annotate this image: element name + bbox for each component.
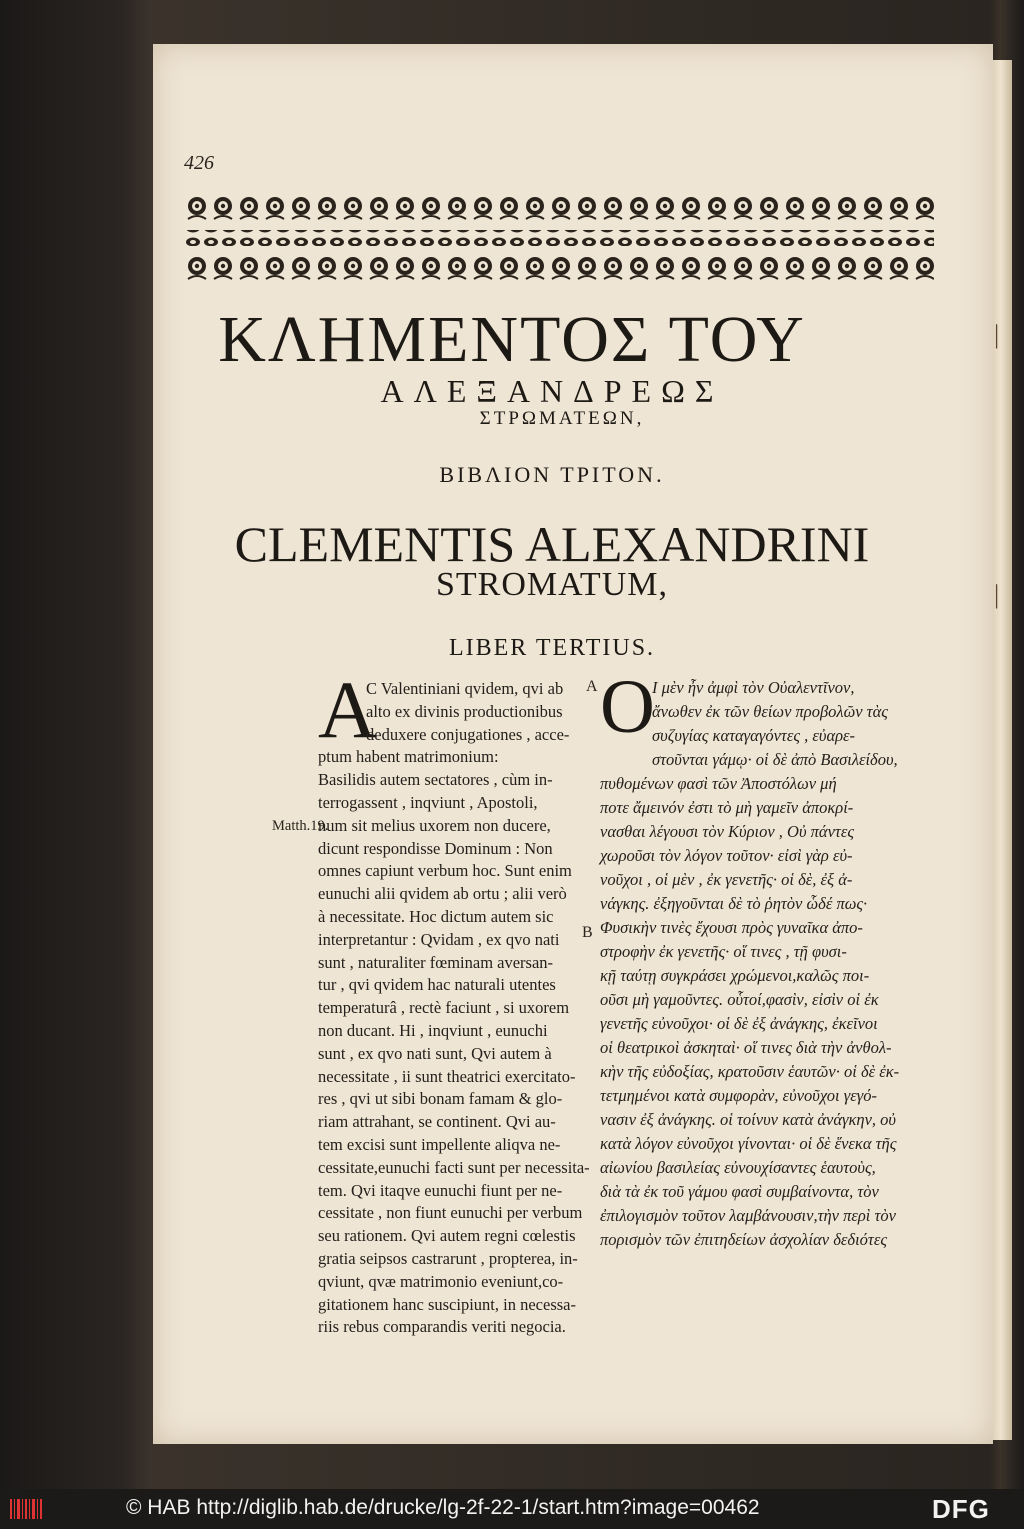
text-line: omnes capiunt verbum hoc. Sunt enim (318, 861, 572, 881)
margin-matthew-reference: Matth.19. (272, 818, 329, 834)
text-line: necessitate , ii sunt theatrici exercitato- (318, 1066, 576, 1086)
text-line: ἐπιλογισμὸν τοῦτον λαμβάνουσιν,τὴν περὶ τὸν (600, 1206, 896, 1225)
margin-letter-b: B (582, 924, 593, 941)
text-line: ἄνωθεν ἐκ τῶν θείων προβολῶν τὰς (652, 702, 888, 721)
right-drop-cap: O (600, 665, 655, 749)
text-line: dicunt respondisse Dominum : Non (318, 838, 553, 858)
text-line: riam attrahant, se continent. Qvi au- (318, 1112, 556, 1132)
text-line: συζυγίας καταγαγόντες , εὐαρε- (652, 726, 856, 745)
text-line: γενετῆς εὐνοῦχοι· οἱ δὲ ἐξ ἀνάγκης, ἐκεῖνοι (600, 1014, 878, 1033)
latin-subtitle: STROMATUM, (436, 566, 668, 603)
text-line: τετμημένοι κατὰ συμφορὰν, εὐνοῦχοι γεγό- (600, 1086, 877, 1105)
text-line: gratia seipsos castrarunt , propterea, in- (318, 1248, 578, 1268)
text-line: deduxere conjugationes , acce- (366, 724, 570, 744)
text-line: στροφὴν ἐκ γενετῆς· οἵ τινες , τῇ φυσι- (600, 942, 847, 961)
greek-subtitle: ΑΛΕΞΑΝΔΡΕΩΣ (380, 373, 724, 409)
text-line: πυθομένων φασὶ τῶν Ἀποστόλων μή (600, 774, 837, 793)
greek-title: ΚΛΗΜΕΝΤΟΣ ΤΟΥ (218, 303, 806, 376)
latin-title: CLEMENTIS ALEXANDRINI (234, 516, 870, 572)
text-line: ποτε ἄμεινόν ἐστι τὸ μὴ γαμεῖν ἀποκρί- (600, 798, 854, 817)
text-line: alto ex divinis productionibus (366, 701, 563, 721)
text-line: νασθαι λέγουσι τὸν Κύριον , Οὐ πάντες (600, 822, 855, 841)
text-line: terrogassent , inqviunt , Apostoli, (318, 792, 538, 812)
left-drop-cap: A (318, 664, 378, 755)
text-line: C Valentiniani qvidem, qvi ab (366, 679, 564, 698)
text-line: διὰ τὰ ἐκ τοῦ γάμου φασὶ συμβαίνοντα, τὸν (600, 1182, 879, 1201)
text-line: eunuchi alii qvidem ab ortu ; alii verò (318, 884, 567, 904)
text-line: tur , qvi qvidem hac naturali utentes (318, 975, 556, 995)
text-line: riis rebus comparandis veriti negocia. (318, 1317, 566, 1337)
decorative-floral-band (184, 193, 934, 290)
viewer-footer (0, 1489, 1024, 1529)
text-line: κατὰ λόγον εὐνοῦχοι γίνονται· οἱ δὲ ἕνεκα τῆς (600, 1134, 897, 1153)
dfg-logo: DFG (932, 1494, 990, 1524)
text-line: sunt , ex qvo nati sunt, Qvi autem à (318, 1043, 552, 1063)
text-line: cessitate , non fiunt eunuchi per verbum (318, 1203, 583, 1223)
text-line: sunt , naturaliter fœminam aversan- (318, 952, 554, 972)
text-line: νασιν ἐξ ἀνάγκης. οἱ τοίνυν κατὰ ἀνάγκην, οὐ (600, 1110, 897, 1129)
text-line: νοῦχοι , οἱ μὲν , ἐκ γενετῆς· οἱ δὲ, ἐξ ἀ- (600, 870, 853, 889)
text-line: res , qvi ut sibi bonam famam & glo- (318, 1089, 563, 1109)
text-line: κῇ ταύτῃ συγκράσει χρώμενοι,καλῶς ποι- (600, 966, 870, 985)
adjacent-page-edge: | | (990, 60, 1012, 1440)
text-line: στοῦνται γάμῳ· οἱ δὲ ἀπὸ Βασιλείδου, (652, 750, 898, 769)
text-line: νάγκης. ἐξηγοῦνται δὲ τὸ ῥητὸν ὧδέ πως· (600, 894, 868, 913)
text-line: num sit melius uxorem non ducere, (318, 815, 551, 835)
page-number: 426 (184, 152, 214, 174)
text-line: οἱ θεατρικοὶ ἀσκηταὶ· οἵ τινες διὰ τὴν ἀνθολ- (600, 1038, 892, 1057)
text-line: πορισμὸν τῶν ἐπιτηδείων ἀσχολίαν δεδιότες (600, 1230, 888, 1249)
barcode-icon (10, 1499, 42, 1519)
text-line: οῦσι μὴ γαμοῦντες. οὗτοί,φασὶν, εἰσὶν οἱ ἐκ (600, 990, 879, 1009)
text-line: χωροῦσι τὸν λόγον τοῦτον· εἰσὶ γὰρ εὐ- (600, 846, 853, 865)
text-line: αἰωνίου βασιλείας εὐνουχίσαντες ἑαυτοὺς, (600, 1158, 876, 1177)
text-line: tem. Qvi itaqve eunuchi fiunt per ne- (318, 1180, 563, 1200)
text-line: gitationem hanc suscipiunt, in necessa- (318, 1294, 576, 1314)
margin-letter-a: A (586, 678, 598, 695)
text-line: interpretantur : Qvidam , ex qvo nati (318, 929, 560, 949)
text-line: Basilidis autem sectatores , cùm in- (318, 770, 553, 790)
text-line: ptum habent matrimonium: (318, 747, 499, 767)
text-line: Ι μὲν ἦν ἀμφὶ τὸν Οὐαλεντῖνον, (652, 678, 855, 697)
text-line: qviunt, qvæ matrimonio eveniunt,co- (318, 1271, 564, 1291)
greek-subtitle-2: ΣΤΡΩΜΑΤΕΩΝ, (479, 408, 645, 429)
text-line: cessitate,eunuchi facti sunt per necessita- (318, 1157, 590, 1177)
text-line: seu rationem. Qvi autem regni cœlestis (318, 1226, 576, 1246)
text-line: tem excisi sunt impellente aliqva ne- (318, 1134, 561, 1154)
text-line: temperaturâ , rectè faciunt , si uxorem (318, 998, 570, 1018)
text-line: à necessitate. Hoc dictum autem sic (318, 906, 554, 926)
greek-text-column (600, 676, 940, 1252)
latin-book-heading: LIBER TERTIUS. (448, 635, 656, 661)
latin-text-column (318, 678, 590, 1339)
text-line: non ducant. Hi , inqviunt , eunuchi (318, 1020, 548, 1040)
copyright-link[interactable]: © HAB http://diglib.hab.de/drucke/lg-2f-22-1/start.htm?image=00462 (126, 1496, 760, 1519)
text-line: Φυσικὴν τινὲς ἔχουσι πρὸς γυναῖκα ἀπο- (600, 918, 863, 937)
text-line: κὴν τῆς εὐδοξίας, κρατοῦσιν ἑαυτῶν· οἱ δὲ ἐκ- (600, 1062, 900, 1081)
greek-book-heading: ΒΙΒΛΙΟΝ ΤΡΙΤΟΝ. (439, 462, 665, 487)
